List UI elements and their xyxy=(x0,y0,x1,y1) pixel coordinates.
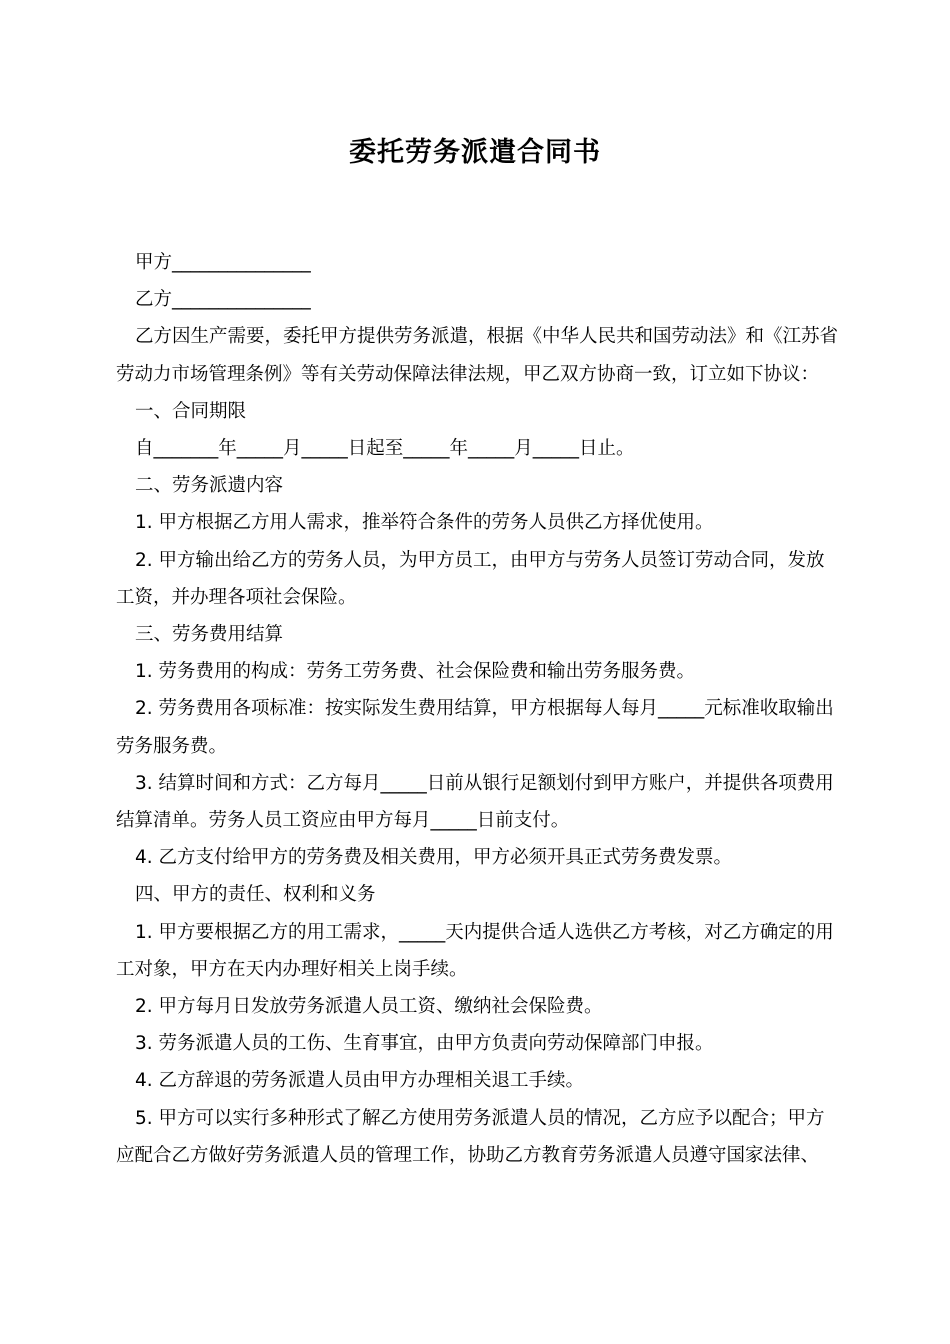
clause-paragraph: 1. 劳务费用的构成：劳务工劳务费、社会保险费和输出劳务服务费。 xyxy=(135,661,696,683)
clause-paragraph: 3. 结算时间和方式：乙方每月_____日前从银行足额划付到甲方账户，并提供各项费用结算清单。劳务人员工资应由甲方每月_____日前支付。 xyxy=(116,772,834,832)
clause-paragraph: 4. 乙方辞退的劳务派遣人员由甲方办理相关退工手续。 xyxy=(135,1070,585,1092)
section-heading-party-a-duties: 四、甲方的责任、权利和义务 xyxy=(135,884,376,906)
clause-paragraph: 1. 甲方要根据乙方的用工需求，_____天内提供合适人选供乙方考核，对乙方确定的用工对象，甲方在天内办理好相关上岗手续。 xyxy=(116,921,834,980)
party-b-line: 乙方_______________ xyxy=(135,289,311,311)
clause-paragraph: 2. 甲方每月日发放劳务派遣人员工资、缴纳社会保险费。 xyxy=(135,996,603,1018)
section-heading-content: 二、劳务派遗内容 xyxy=(135,475,284,497)
contract-term-line: 自_______年_____月_____日起至_____年_____月_____日止。 xyxy=(135,438,635,460)
preamble-paragraph: 乙方因生产需要，委托甲方提供劳务派遣，根据《中华人民共和国劳动法》和《江苏省劳动力市场管理条例》等有关劳动保障法律法规，甲乙双方协商一致，订立如下协议： xyxy=(116,326,839,385)
clause-paragraph: 3. 劳务派遣人员的工伤、生育事宜，由甲方负责向劳动保障部门申报。 xyxy=(135,1033,714,1055)
document-body xyxy=(116,244,840,1174)
clause-paragraph: 2. 劳务费用各项标准：按实际发生费用结算，甲方根据每人每月_____元标准收取输出劳务服务费。 xyxy=(116,698,834,757)
party-a-line: 甲方_______________ xyxy=(135,252,311,273)
clause-paragraph: 2. 甲方输出给乙方的劳务人员，为甲方员工，由甲方与劳务人员签订劳动合同，发放工资，并办理各项社会保险。 xyxy=(116,549,825,608)
document-title: 委托劳务派遣合同书 xyxy=(349,137,601,168)
section-heading-settlement: 三、劳务费用结算 xyxy=(135,624,284,646)
clause-paragraph: 1. 甲方根据乙方用人需求，推举符合条件的劳务人员供乙方择优使用。 xyxy=(135,512,714,534)
section-heading-term: 一、合同期限 xyxy=(135,400,247,422)
clause-paragraph: 5. 甲方可以实行多种形式了解乙方使用劳务派遣人员的情况，乙方应予以配合；甲方应配合乙方做好劳务派遣人员的管理工作，协助乙方教育劳务派遣人员遵守国家法律、 xyxy=(116,1107,825,1166)
clause-paragraph: 4. 乙方支付给甲方的劳务费及相关费用，甲方必须开具正式劳务费发票。 xyxy=(135,847,733,869)
